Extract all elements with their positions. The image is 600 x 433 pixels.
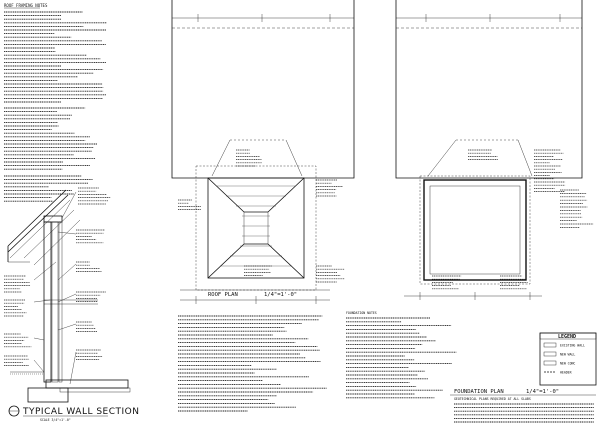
legend-item [544,343,585,348]
notes-text-block-3 [4,176,93,201]
geotechnical-footnote: GEOTECHNICAL PLANS REQUIRED AT ALL SLABS [454,397,531,401]
foundation-plan-callouts [432,150,565,289]
leader-line [58,324,76,330]
general-notes [4,3,107,201]
legend-box [540,333,596,385]
legend-swatch-existing-wall [544,343,556,347]
roof-rafters [216,186,296,266]
leader-line [34,338,44,340]
leader-line [58,294,76,302]
roof-plan [172,0,354,304]
foundation-notes-heading: FOUNDATION NOTES [346,311,377,315]
leader-line [58,232,76,234]
legend-title: LEGEND [558,334,577,340]
foundation-plan-scale: 1/4"=1'-0" [526,389,560,395]
wall-section-title: TYPICAL WALL SECTION [23,407,140,417]
foundation-notes [346,311,456,398]
leader-line [62,192,76,218]
foundation-notes-text [346,318,456,398]
wall-section-scale: SCALE 3/4"=1'-0" [40,418,71,422]
legend-item [544,361,575,366]
leader-line [34,300,50,302]
legend-item [544,371,572,375]
leader-line [58,264,76,280]
foundation-plan [396,0,596,422]
legend-label: NEW WALL [560,352,576,357]
roof-plan-scale: 1/4"=1'-0" [264,292,298,298]
legend [540,333,596,385]
legend-label: HEADER [560,370,572,375]
notes-text-block-2 [4,108,97,169]
leader-line [70,352,76,384]
wall-section-right-notes [76,188,111,360]
legend-item [544,352,575,357]
right-edge-callouts [560,190,593,227]
roof-plan-title: ROOF PLAN [208,292,238,298]
leader-line [34,360,44,372]
general-notes-heading: ROOF FRAMING NOTES [4,3,48,8]
leader-line [34,262,56,280]
legend-swatch-new-wall [544,352,556,356]
foundation-footnotes [454,397,594,422]
foundation-plan-title: FOUNDATION PLAN [454,389,504,395]
notes-text-block-1 [4,12,107,102]
legend-label: NEW CONC [560,361,576,366]
wall-section-detail [4,188,140,422]
legend-label: EXISTING WALL [560,343,585,348]
center-notes-block [178,316,327,411]
wall-section-left-notes [4,276,31,366]
legend-swatch-new-conc [544,361,556,365]
